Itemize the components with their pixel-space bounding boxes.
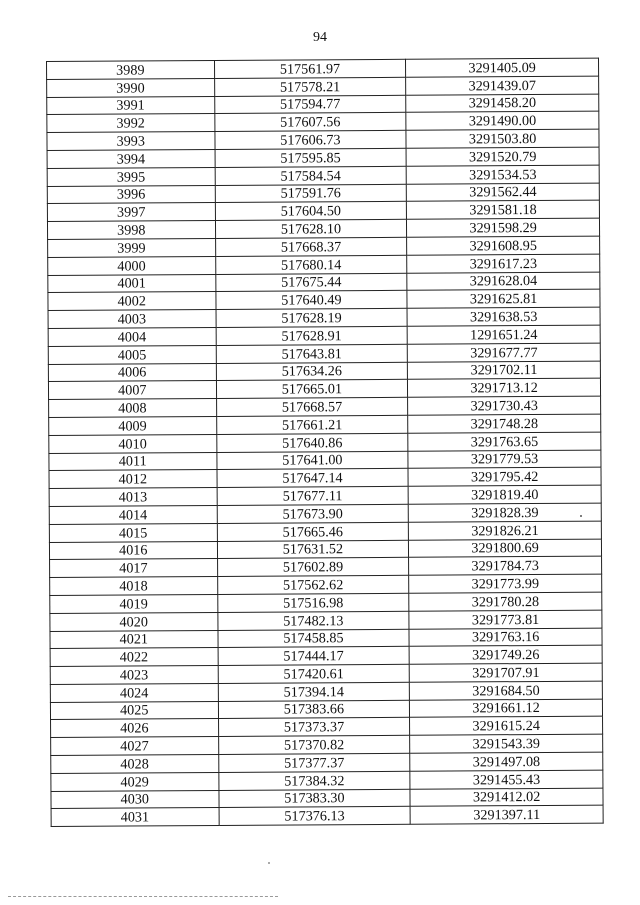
point-number-cell: 4026 xyxy=(51,719,219,738)
point-number-cell: 4008 xyxy=(49,399,217,418)
x-coordinate-cell: 517383.66 xyxy=(218,700,410,719)
y-coordinate-cell: 3291458.20 xyxy=(406,94,599,113)
x-coordinate-cell: 517562.62 xyxy=(217,575,409,594)
y-coordinate-cell: 3291702.11 xyxy=(408,361,601,380)
x-coordinate-cell: 517377.37 xyxy=(218,753,410,772)
point-number-cell: 4022 xyxy=(50,648,218,667)
y-coordinate-cell: 3291412.02 xyxy=(410,788,603,807)
x-coordinate-cell: 517594.77 xyxy=(214,95,406,114)
x-coordinate-cell: 517578.21 xyxy=(214,77,406,96)
y-coordinate-cell: 3291784.73 xyxy=(409,556,602,575)
y-coordinate-cell: 3291638.53 xyxy=(407,307,600,326)
x-coordinate-cell: 517643.81 xyxy=(216,344,408,363)
coordinates-table xyxy=(46,58,604,828)
x-coordinate-cell: 517444.17 xyxy=(218,647,410,666)
point-number-cell: 4027 xyxy=(51,737,219,756)
x-coordinate-cell: 517384.32 xyxy=(218,771,410,790)
point-number-cell: 4017 xyxy=(50,559,218,578)
point-number-cell: 4029 xyxy=(51,772,219,791)
y-coordinate-cell: 3291625.81 xyxy=(407,289,600,308)
x-coordinate-cell: 517394.14 xyxy=(218,682,410,701)
y-coordinate-cell: 3291677.77 xyxy=(407,343,600,362)
point-number-cell: 4001 xyxy=(48,274,216,293)
y-coordinate-cell: 3291707.91 xyxy=(409,663,602,682)
point-number-cell: 4020 xyxy=(50,612,218,631)
x-coordinate-cell: 517602.89 xyxy=(217,558,409,577)
x-coordinate-cell: 517640.86 xyxy=(216,433,408,452)
x-coordinate-cell: 517376.13 xyxy=(219,807,411,826)
x-coordinate-cell: 517628.10 xyxy=(215,219,407,238)
y-coordinate-cell: 3291800.69 xyxy=(409,539,602,558)
x-coordinate-cell: 517631.52 xyxy=(217,540,409,559)
y-coordinate-cell: 3291795.42 xyxy=(408,467,601,486)
x-coordinate-cell: 517665.01 xyxy=(216,380,408,399)
point-number-cell: 4025 xyxy=(50,701,218,720)
scan-speck xyxy=(580,515,582,517)
point-number-cell: 4030 xyxy=(51,790,219,809)
y-coordinate-cell: 3291628.04 xyxy=(407,272,600,291)
y-coordinate-cell: 3291490.00 xyxy=(406,112,599,131)
x-coordinate-cell: 517661.21 xyxy=(216,415,408,434)
x-coordinate-cell: 517383.30 xyxy=(219,789,411,808)
y-coordinate-cell: 3291773.99 xyxy=(409,574,602,593)
x-coordinate-cell: 517628.91 xyxy=(216,326,408,345)
y-coordinate-cell: 3291828.39 xyxy=(408,503,601,522)
point-number-cell: 4024 xyxy=(50,683,218,702)
scan-speck-bottom xyxy=(268,862,270,864)
y-coordinate-cell: 3291617.23 xyxy=(407,254,600,273)
point-number-cell: 4000 xyxy=(48,256,216,275)
point-number-cell: 4015 xyxy=(49,523,217,542)
y-coordinate-cell: 3291748.28 xyxy=(408,414,601,433)
y-coordinate-cell: 3291661.12 xyxy=(410,699,603,718)
x-coordinate-cell: 517668.37 xyxy=(215,237,407,256)
x-coordinate-cell: 517584.54 xyxy=(215,166,407,185)
point-number-cell: 4021 xyxy=(50,630,218,649)
point-number-cell: 4006 xyxy=(48,363,216,382)
point-number-cell: 4009 xyxy=(49,416,217,435)
y-coordinate-cell: 3291780.28 xyxy=(409,592,602,611)
x-coordinate-cell: 517665.46 xyxy=(217,522,409,541)
point-number-cell: 3993 xyxy=(47,132,215,151)
y-coordinate-cell: 3291543.39 xyxy=(410,734,603,753)
point-number-cell: 4023 xyxy=(50,666,218,685)
y-coordinate-cell: 3291534.53 xyxy=(406,165,599,184)
y-coordinate-cell: 3291713.12 xyxy=(408,378,601,397)
x-coordinate-cell: 517604.50 xyxy=(215,202,407,221)
x-coordinate-cell: 517591.76 xyxy=(215,184,407,203)
x-coordinate-cell: 517680.14 xyxy=(215,255,407,274)
y-coordinate-cell: 3291615.24 xyxy=(410,717,603,736)
point-number-cell: 4004 xyxy=(48,327,216,346)
point-number-cell: 4016 xyxy=(49,541,217,560)
point-number-cell: 4014 xyxy=(49,505,217,524)
y-coordinate-cell: 3291405.09 xyxy=(406,58,599,77)
point-number-cell: 4010 xyxy=(49,434,217,453)
x-coordinate-cell: 517420.61 xyxy=(218,664,410,683)
y-coordinate-cell: 3291749.26 xyxy=(409,645,602,664)
point-number-cell: 4028 xyxy=(51,755,219,774)
point-number-cell: 4007 xyxy=(48,381,216,400)
x-coordinate-cell: 517647.14 xyxy=(217,469,409,488)
point-number-cell: 4005 xyxy=(48,345,216,364)
point-number-cell: 3997 xyxy=(47,203,215,222)
point-number-cell: 4013 xyxy=(49,488,217,507)
page-number: 94 xyxy=(313,30,327,45)
x-coordinate-cell: 517595.85 xyxy=(215,148,407,167)
point-number-cell: 4002 xyxy=(48,292,216,311)
point-number-cell: 3995 xyxy=(47,167,215,186)
point-number-cell: 3991 xyxy=(47,96,215,115)
y-coordinate-cell: 3291581.18 xyxy=(407,200,600,219)
y-coordinate-cell: 3291397.11 xyxy=(410,806,603,825)
y-coordinate-cell: 3291763.16 xyxy=(409,628,602,647)
x-coordinate-cell: 517634.26 xyxy=(216,362,408,381)
table-row xyxy=(51,806,603,827)
y-coordinate-cell: 3291562.44 xyxy=(407,183,600,202)
y-coordinate-cell: 3291730.43 xyxy=(408,396,601,415)
point-number-cell: 4012 xyxy=(49,470,217,489)
point-number-cell: 4018 xyxy=(50,577,218,596)
x-coordinate-cell: 517516.98 xyxy=(217,593,409,612)
y-coordinate-cell: 3291598.29 xyxy=(407,218,600,237)
y-coordinate-cell: 3291439.07 xyxy=(406,76,599,95)
y-coordinate-cell: 3291497.08 xyxy=(410,752,603,771)
x-coordinate-cell: 517641.00 xyxy=(216,451,408,470)
y-coordinate-cell: 3291684.50 xyxy=(410,681,603,700)
y-coordinate-cell: 3291455.43 xyxy=(410,770,603,789)
point-number-cell: 3994 xyxy=(47,149,215,168)
point-number-cell: 3999 xyxy=(48,238,216,257)
x-coordinate-cell: 517668.57 xyxy=(216,397,408,416)
point-number-cell: 4031 xyxy=(51,808,219,827)
x-coordinate-cell: 517640.49 xyxy=(215,291,407,310)
point-number-cell: 4003 xyxy=(48,310,216,329)
point-number-cell: 4019 xyxy=(50,594,218,613)
x-coordinate-cell: 517673.90 xyxy=(217,504,409,523)
y-coordinate-cell: 3291520.79 xyxy=(406,147,599,166)
x-coordinate-cell: 517677.11 xyxy=(217,486,409,505)
y-coordinate-cell: 3291773.81 xyxy=(409,610,602,629)
y-coordinate-cell: 3291779.53 xyxy=(408,450,601,469)
x-coordinate-cell: 517373.37 xyxy=(218,718,410,737)
y-coordinate-cell: 3291503.80 xyxy=(406,129,599,148)
y-coordinate-cell: 3291819.40 xyxy=(408,485,601,504)
point-number-cell: 4011 xyxy=(49,452,217,471)
point-number-cell: 3989 xyxy=(47,60,215,79)
x-coordinate-cell: 517482.13 xyxy=(217,611,409,630)
coordinates-table-body xyxy=(47,58,604,827)
point-number-cell: 3998 xyxy=(47,221,215,240)
x-coordinate-cell: 517370.82 xyxy=(218,736,410,755)
point-number-cell: 3996 xyxy=(47,185,215,204)
y-coordinate-cell: 3291826.21 xyxy=(409,521,602,540)
x-coordinate-cell: 517628.19 xyxy=(216,308,408,327)
x-coordinate-cell: 517458.85 xyxy=(218,629,410,648)
point-number-cell: 3990 xyxy=(47,78,215,97)
x-coordinate-cell: 517607.56 xyxy=(214,113,406,132)
point-number-cell: 3992 xyxy=(47,114,215,133)
y-coordinate-cell: 1291651.24 xyxy=(407,325,600,344)
x-coordinate-cell: 517606.73 xyxy=(215,130,407,149)
x-coordinate-cell: 517675.44 xyxy=(215,273,407,292)
y-coordinate-cell: 3291763.65 xyxy=(408,432,601,451)
x-coordinate-cell: 517561.97 xyxy=(214,59,406,78)
y-coordinate-cell: 3291608.95 xyxy=(407,236,600,255)
footer-rule xyxy=(8,896,278,897)
